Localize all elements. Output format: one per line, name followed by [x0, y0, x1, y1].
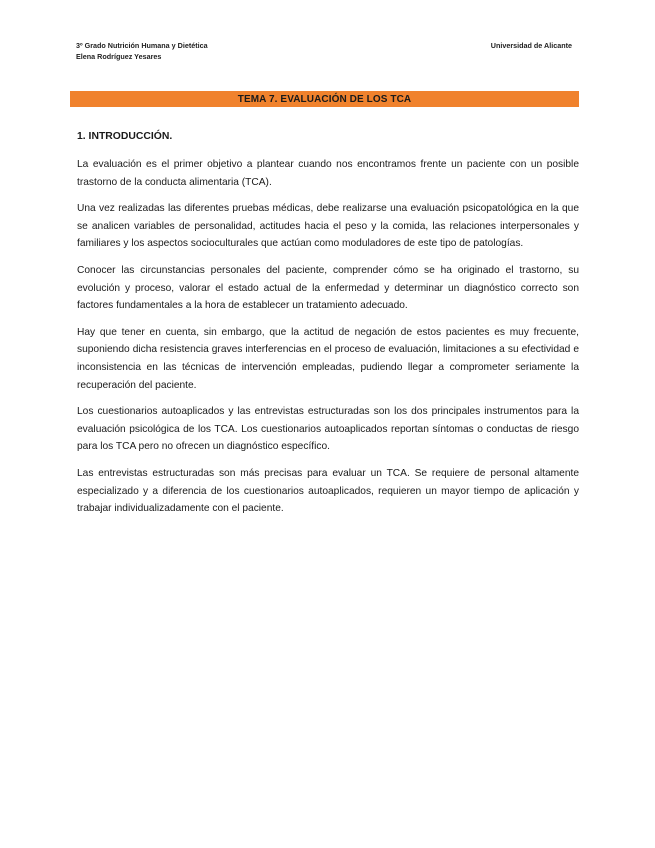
section-heading: 1. INTRODUCCIÓN.	[77, 131, 173, 142]
paragraph: Los cuestionarios autoaplicados y las entrevistas estructuradas son los dos principales instrumentos para la evaluación psicológica de los TCA. Los cuestionarios autoaplicados reportan síntomas o conductas de riesgo para los TCA pero no ofrecen un diagnóstico específico.	[77, 406, 579, 453]
header-left	[76, 40, 208, 62]
paragraph: Hay que tener en cuenta, sin embargo, que la actitud de negación de estos pacientes es muy frecuente, suponiendo dicha resistencia graves interferencias en el proceso de evaluación, limitaciones a su efectividad e inconsistencia en las técnicas de intervención empleadas, pudiendo llegar a comprometer seriamente la recuperación del paciente.	[77, 326, 579, 391]
title-bar	[70, 91, 579, 107]
header-course: 3º Grado Nutrición Humana y Dietética	[76, 41, 208, 50]
paragraph: La evaluación es el primer objetivo a plantear cuando nos encontramos frente un paciente con un posible trastorno de la conducta alimentaria (TCA).	[77, 159, 579, 188]
paragraph: Una vez realizadas las diferentes pruebas médicas, debe realizarse una evaluación psicopatológica en la que se analicen variables de personalidad, actitudes hacia el peso y la comida, las relaciones interpersonales y familiares y los aspectos socioculturales que actúan como moduladores de este tipo de patologías.	[77, 203, 579, 250]
paragraph: Las entrevistas estructuradas son más precisas para evaluar un TCA. Se requiere de personal altamente especializado y a diferencia de los cuestionarios autoaplicados, requieren un mayor tiempo de aplicación y trabajar individualizadamente con el paciente.	[77, 467, 579, 515]
body-text	[77, 156, 579, 527]
header-author: Elena Rodríguez Yesares	[76, 52, 162, 61]
header-university: Universidad de Alicante	[490, 41, 572, 50]
paragraph: Conocer las circunstancias personales del paciente, comprender cómo se ha originado el trastorno, su evolución y proceso, valorar el estado actual de la enfermedad y determinar un diagnóstico correcto son factores fundamentales a la hora de establecer un tratamiento adecuado.	[77, 264, 579, 312]
page-title: TEMA 7. EVALUACIÓN DE LOS TCA	[237, 93, 412, 105]
